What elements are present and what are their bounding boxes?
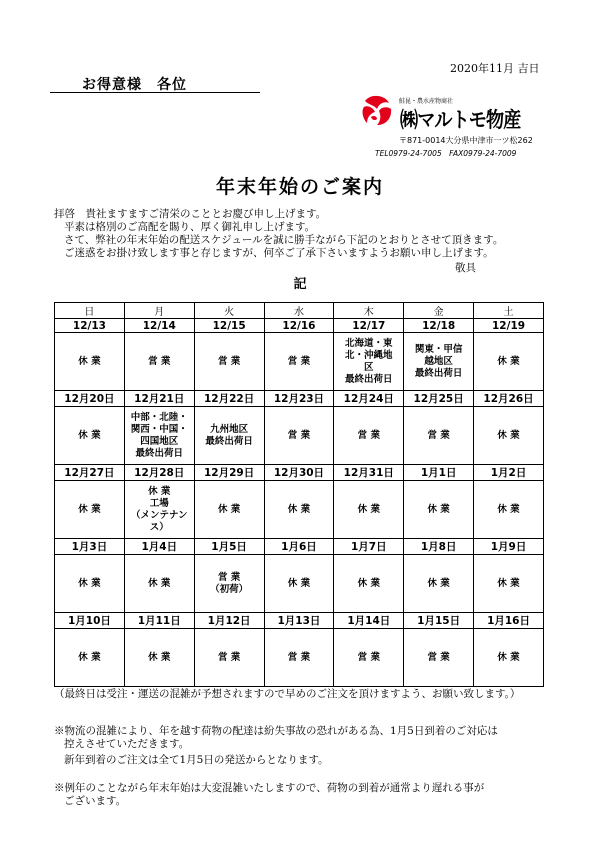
calendar-date-cell: 1月2日 — [474, 465, 544, 481]
company-name: ㈱マルトモ物産 — [400, 108, 521, 132]
calendar-date-row — [55, 391, 544, 407]
calendar-status-row — [55, 407, 544, 465]
calendar-status-cell: 営 業 — [124, 333, 194, 391]
greeting-line: 拝啓 貴社ますますご清栄のこととお慶び申し上げます。 — [54, 208, 327, 220]
note-line: 控えさせていただきます。 — [64, 738, 190, 750]
calendar-status-cell: 営 業 — [194, 333, 264, 391]
calendar-status-cell: 休 業 — [55, 333, 125, 391]
ki-heading: 記 — [293, 277, 307, 292]
weekday-thursday: 木 — [334, 303, 404, 319]
calendar-date-cell: 12月26日 — [474, 391, 544, 407]
calendar-status-cell: 休 業 工場 （メンテナンス） — [124, 481, 194, 539]
recipient: お得意様 各位 — [82, 77, 187, 93]
calendar-date-cell: 1月6日 — [264, 539, 334, 555]
calendar-status-cell: 休 業 — [474, 481, 544, 539]
greeting-line: さて、弊社の年末年始の配送スケジュールを誠に勝手ながら下記のとおりとさせて頂きます。 — [64, 234, 504, 246]
calendar-date-cell: 1月5日 — [194, 539, 264, 555]
calendar-status-cell: 営 業 — [334, 629, 404, 687]
calendar-status-cell: 休 業 — [474, 555, 544, 613]
calendar-status-cell: 九州地区 最終出荷日 — [194, 407, 264, 465]
calendar-date-cell: 12月28日 — [124, 465, 194, 481]
calendar-status-cell: 休 業 — [404, 481, 474, 539]
calendar-status-cell: 休 業 — [264, 555, 334, 613]
calendar-status-cell: 関東・甲信 越地区 最終出荷日 — [404, 333, 474, 391]
calendar-date-cell: 1月14日 — [334, 613, 404, 629]
weekday-friday: 金 — [404, 303, 474, 319]
calendar-date-cell: 12月20日 — [55, 391, 125, 407]
company-tagline: 鮭昆・農水産物商社 — [399, 98, 454, 105]
recipient-underline — [50, 92, 260, 93]
calendar-status-row — [55, 481, 544, 539]
calendar-status-cell: 休 業 — [124, 629, 194, 687]
calendar-date-cell: 12月24日 — [334, 391, 404, 407]
calendar-status-cell: 休 業 — [334, 555, 404, 613]
calendar-date-cell: 12/15 — [194, 319, 264, 333]
calendar-date-cell: 12月21日 — [124, 391, 194, 407]
logo-mark — [363, 96, 392, 125]
note-line: 新年到着のご注文は全て1月5日の発送からとなります。 — [64, 754, 329, 766]
greeting-line: ご迷惑をお掛け致します事と存じますが、何卒ご了承下さいますようお願い申し上げます。 — [64, 247, 494, 259]
closing-word: 敬具 — [455, 262, 476, 274]
calendar-date-cell: 12/17 — [334, 319, 404, 333]
note-line: （最終日は受注・運送の混雑が予想されますので早めのご注文を頂けますよう、お願い致します。） — [54, 688, 521, 700]
calendar-date-row — [55, 465, 544, 481]
calendar-status-row — [55, 333, 544, 391]
calendar-date-cell: 12/16 — [264, 319, 334, 333]
calendar-date-row — [55, 539, 544, 555]
calendar-date-cell: 12月23日 — [264, 391, 334, 407]
calendar-status-row — [55, 629, 544, 687]
calendar-status-cell: 休 業 — [404, 555, 474, 613]
note-line: ※物流の混雑により、年を越す荷物の配達は紛失事故の恐れがある為、1月5日到着のご対応は — [54, 725, 498, 737]
calendar-status-cell: 休 業 — [474, 407, 544, 465]
weekday-wednesday: 水 — [264, 303, 334, 319]
weekday-tuesday: 火 — [194, 303, 264, 319]
calendar-date-cell: 12月31日 — [334, 465, 404, 481]
calendar-date-cell: 1月8日 — [404, 539, 474, 555]
calendar-status-cell: 休 業 — [334, 481, 404, 539]
delivery-schedule-calendar — [54, 302, 544, 687]
calendar-status-row — [55, 555, 544, 613]
calendar-date-row — [55, 319, 544, 333]
calendar-date-cell: 1月1日 — [404, 465, 474, 481]
calendar-status-cell: 休 業 — [264, 481, 334, 539]
weekday-sunday: 日 — [55, 303, 125, 319]
calendar-status-cell: 営 業 — [334, 407, 404, 465]
calendar-date-cell: 12月29日 — [194, 465, 264, 481]
calendar-status-cell: 休 業 — [55, 555, 125, 613]
calendar-status-cell: 休 業 — [474, 333, 544, 391]
calendar-status-cell: 営 業 — [264, 407, 334, 465]
weekday-header-row — [55, 303, 544, 319]
calendar-date-cell: 12月22日 — [194, 391, 264, 407]
calendar-date-cell: 1月13日 — [264, 613, 334, 629]
document-date: 2020年11月 吉日 — [450, 62, 540, 75]
company-tel-fax: TEL0979-24-7005 FAX0979-24-7009 — [375, 149, 517, 158]
calendar-date-cell: 1月10日 — [55, 613, 125, 629]
calendar-date-cell: 12月30日 — [264, 465, 334, 481]
weekday-saturday: 土 — [474, 303, 544, 319]
note-line: ※例年のことながら年末年始は大変混雑いたしますので、荷物の到着が通常より遅れる事が — [54, 782, 485, 794]
calendar-status-cell: 休 業 — [55, 407, 125, 465]
calendar-body — [55, 319, 544, 687]
calendar-status-cell: 中部・北陸・ 関西・中国・ 四国地区 最終出荷日 — [124, 407, 194, 465]
calendar-date-cell: 12月27日 — [55, 465, 125, 481]
calendar-date-cell: 12月25日 — [404, 391, 474, 407]
calendar-status-cell: 休 業 — [55, 481, 125, 539]
calendar-status-cell: 営 業 — [404, 629, 474, 687]
calendar-status-cell: 営 業 — [264, 629, 334, 687]
calendar-status-cell: 営 業 （初荷） — [194, 555, 264, 613]
calendar-date-cell: 1月4日 — [124, 539, 194, 555]
calendar-date-cell: 1月16日 — [474, 613, 544, 629]
calendar-status-cell: 休 業 — [55, 629, 125, 687]
page-title: 年末年始のご案内 — [215, 176, 384, 198]
company-logo-icon — [361, 95, 393, 127]
calendar-date-cell: 1月11日 — [124, 613, 194, 629]
calendar-status-cell: 営 業 — [264, 333, 334, 391]
calendar-date-row — [55, 613, 544, 629]
calendar-status-cell: 休 業 — [124, 555, 194, 613]
company-address: 〒871-0014大分県中津市一ツ松262 — [399, 136, 533, 145]
calendar-status-cell: 休 業 — [194, 481, 264, 539]
note-line: ございます。 — [64, 795, 127, 807]
calendar-date-cell: 12/14 — [124, 319, 194, 333]
greeting-line: 平素は格別のご高配を賜り、厚く御礼申し上げます。 — [64, 221, 316, 233]
calendar-status-cell: 営 業 — [194, 629, 264, 687]
calendar-date-cell: 12/18 — [404, 319, 474, 333]
calendar-date-cell: 1月12日 — [194, 613, 264, 629]
calendar-date-cell: 12/19 — [474, 319, 544, 333]
calendar-status-cell: 北海道・東 北・沖縄地 区 最終出荷日 — [334, 333, 404, 391]
calendar-date-cell: 1月3日 — [55, 539, 125, 555]
weekday-monday: 月 — [124, 303, 194, 319]
calendar-date-cell: 1月7日 — [334, 539, 404, 555]
calendar-status-cell: 休 業 — [474, 629, 544, 687]
calendar-status-cell: 営 業 — [404, 407, 474, 465]
calendar-date-cell: 12/13 — [55, 319, 125, 333]
calendar-date-cell: 1月15日 — [404, 613, 474, 629]
calendar-date-cell: 1月9日 — [474, 539, 544, 555]
